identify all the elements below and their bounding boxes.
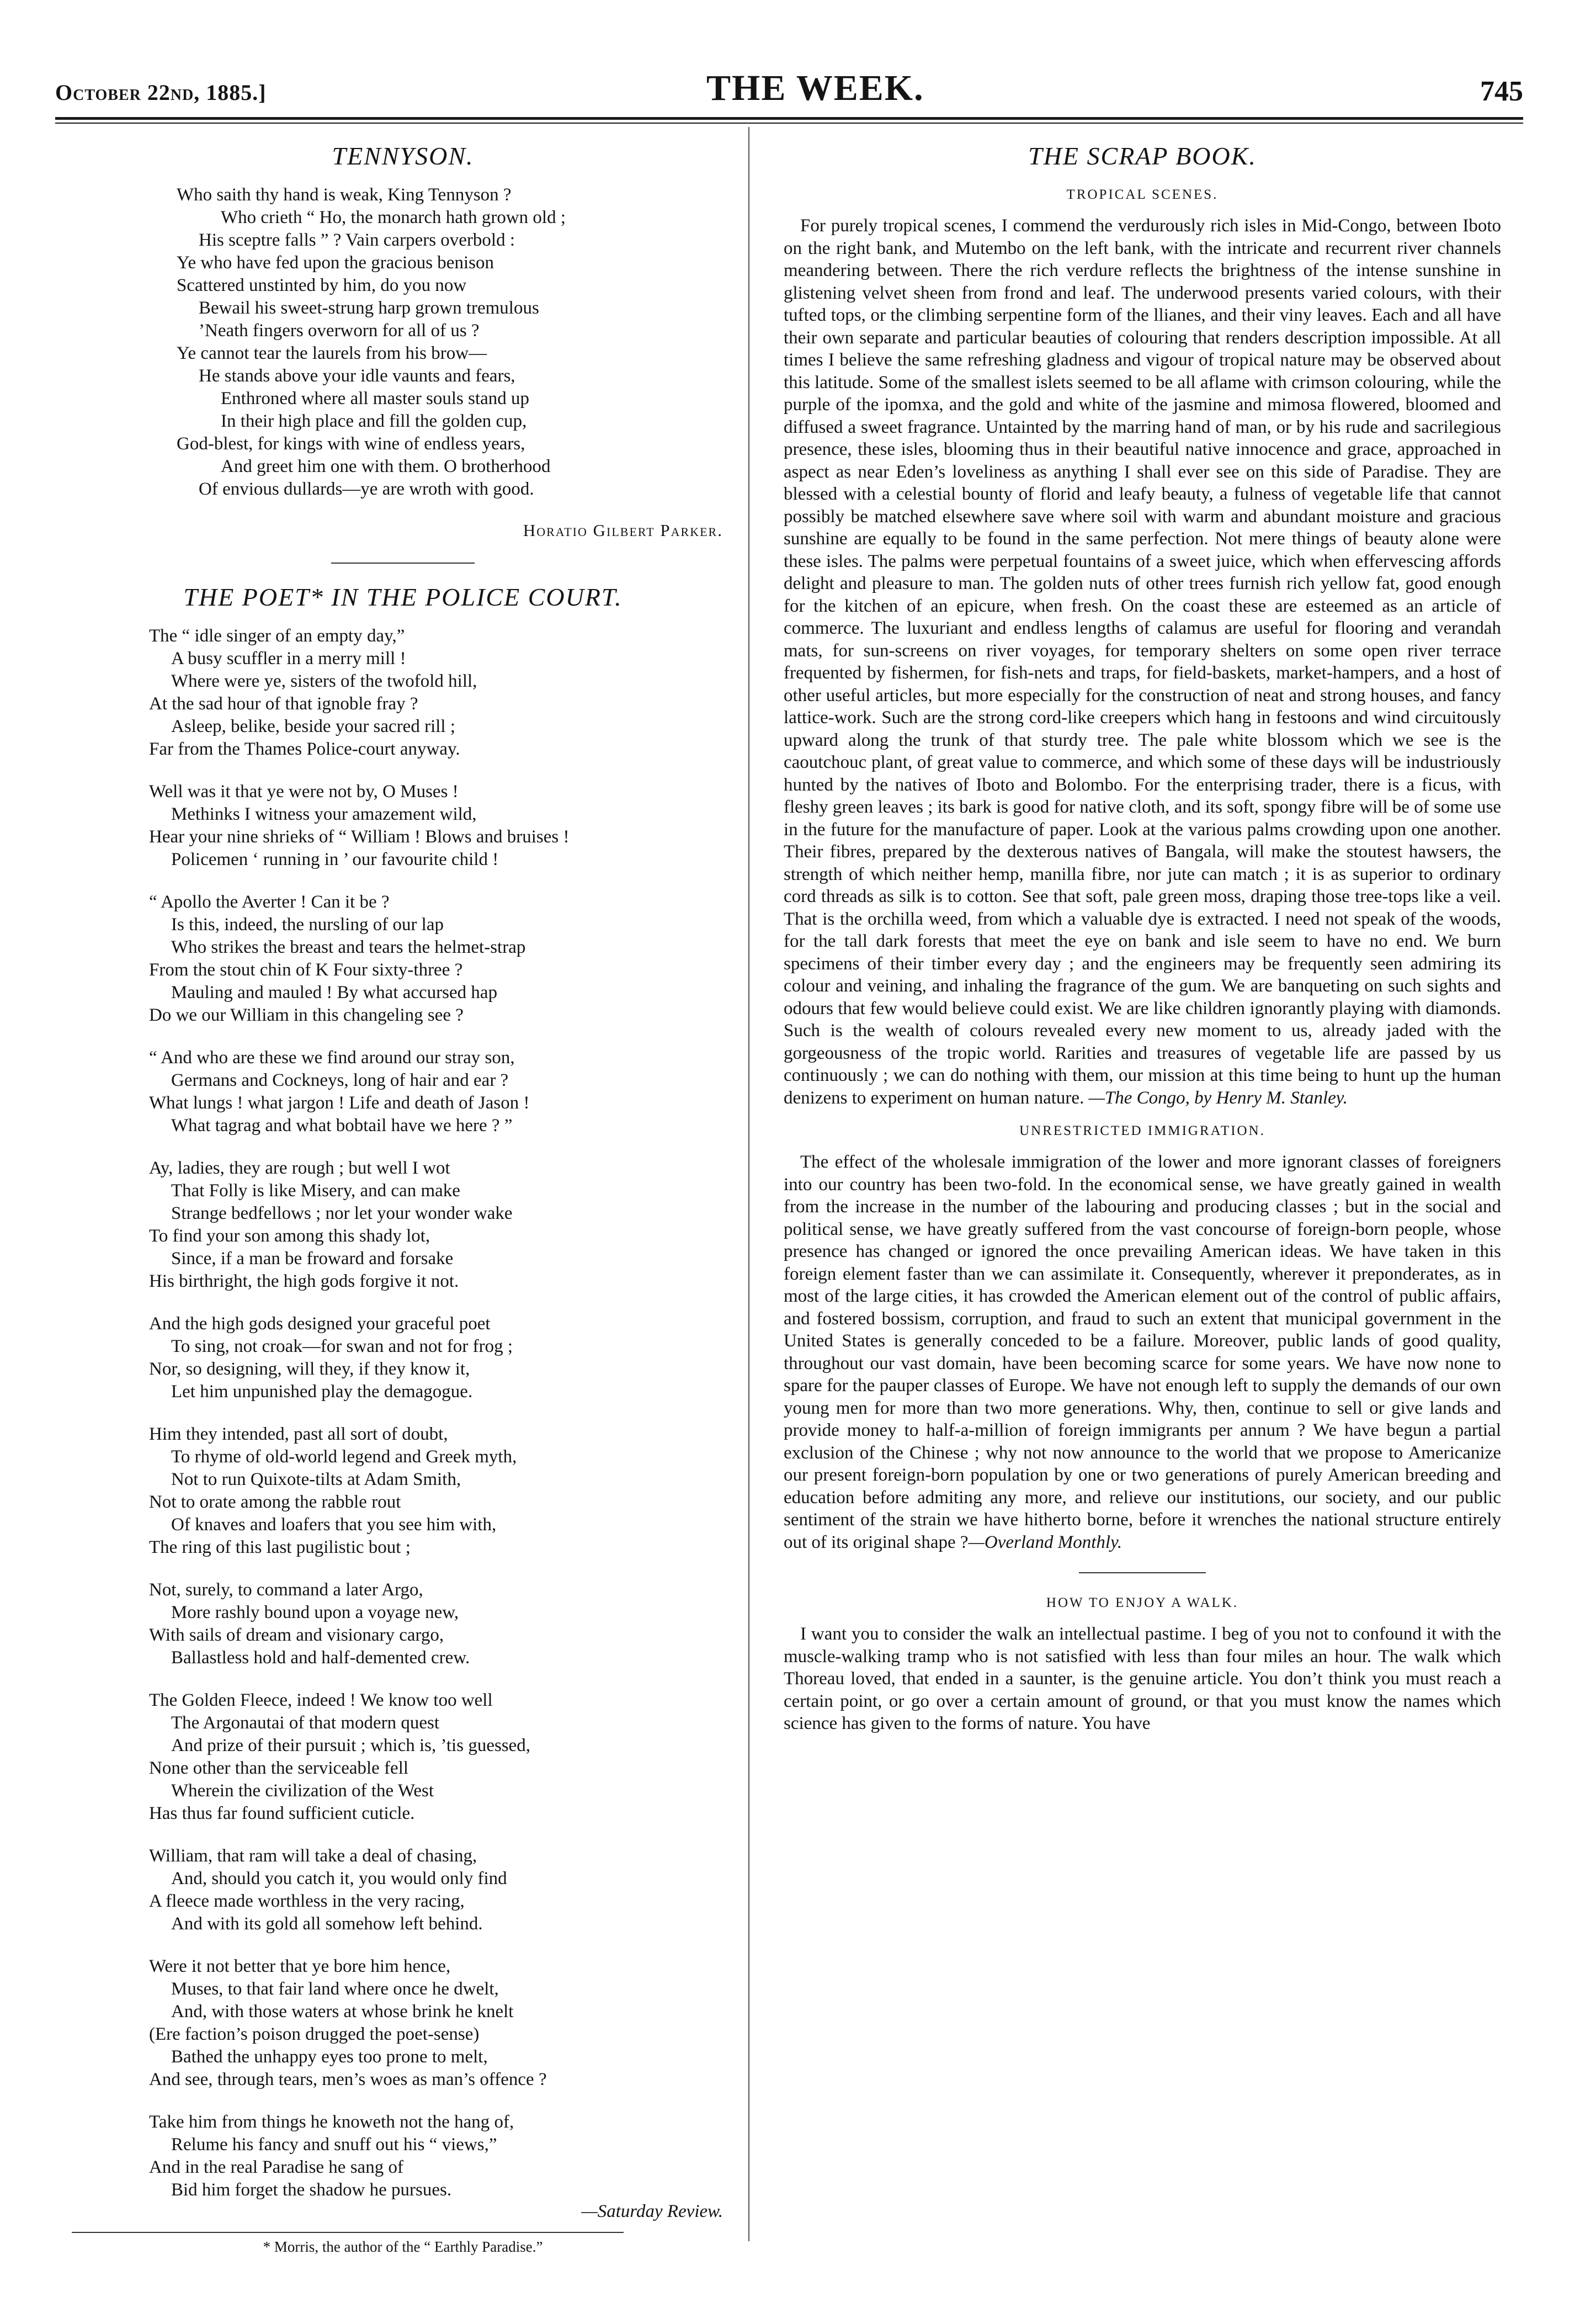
poem-line: “ Apollo the Averter ! Can it be ?	[149, 892, 390, 912]
poem-line: Enthroned where all master souls stand up	[221, 389, 530, 409]
poem-line: And prize of their pursuit ; which is, ’tis guessed,	[171, 1736, 531, 1755]
poem-line: William, that ram will take a deal of chasing,	[149, 1846, 477, 1866]
poem-stanza	[72, 625, 734, 761]
poem-line: A busy scuffler in a merry mill !	[171, 649, 406, 669]
article-body	[784, 1151, 1501, 1553]
footnote-rule	[72, 2232, 624, 2233]
poem-line: Take him from things he knoweth not the hang of,	[149, 2112, 514, 2132]
publication-title: THE WEEK.	[706, 68, 924, 108]
poem-line: That Folly is like Misery, and can make	[171, 1181, 460, 1201]
poem-line: Bid him forget the shadow he pursues.	[171, 2180, 452, 2200]
poem-line: (Ere faction’s poison drugged the poet-sense)	[149, 2024, 480, 2044]
poem-line: Methinks I witness your amazement wild,	[171, 804, 477, 824]
poem-line: And, with those waters at whose brink he knelt	[171, 2002, 514, 2022]
poem-line: Strange bedfellows ; nor let your wonder wake	[171, 1203, 513, 1223]
poem-line: Well was it that ye were not by, O Muses !	[149, 782, 459, 802]
poem-stanza	[72, 1955, 734, 2091]
poem-line: With sails of dream and visionary cargo,	[149, 1625, 444, 1645]
article-body	[784, 215, 1501, 1109]
issue-date: October 22nd, 1885.]	[55, 80, 267, 105]
poem-stanza	[72, 1423, 734, 1559]
poem-stanza	[72, 1313, 734, 1403]
poem-line: The Golden Fleece, indeed ! We know too well	[149, 1690, 493, 1710]
poem-line: Not to orate among the rabble rout	[149, 1492, 401, 1512]
poem-line: The ring of this last pugilistic bout ;	[149, 1537, 411, 1557]
poem-police-court	[72, 625, 734, 2201]
poem-line: Relume his fancy and snuff out his “ views,”	[171, 2135, 497, 2155]
poem-line: Who strikes the breast and tears the helmet-strap	[171, 937, 526, 957]
poem-line: Let him unpunished play the demagogue.	[171, 1382, 473, 1402]
poem-line: Wherein the civilization of the West	[171, 1781, 434, 1801]
footnote: * Morris, the author of the “ Earthly Paradise.”	[263, 2238, 543, 2255]
article-unrestricted-immigration	[784, 1123, 1501, 1553]
page-number: 745	[1480, 76, 1523, 107]
poem-author: Horatio Gilbert Parker.	[523, 521, 723, 540]
poem-title-police-court: THE POET* IN THE POLICE COURT.	[183, 583, 623, 611]
article-text: I want you to consider the walk an intellectual pastime. I beg of you not to confound it with the muscle-walking tramp who is not satisfied with less than four miles an hour. The walk which Thoreau loved, that ended in a saunter, is the genuine article. You don’t think you must reach a certain point, or go over a certain amount of ground, or that you must know the names which science has given to the forms of nature. You have	[784, 1624, 1501, 1733]
header-rule	[55, 117, 1523, 120]
section-title-scrap-book: THE SCRAP BOOK.	[1028, 142, 1257, 170]
article-source: —Overland Monthly.	[968, 1532, 1122, 1552]
poem-line: And with its gold all somehow left behind.	[171, 1914, 483, 1934]
page-header	[55, 65, 1523, 116]
poem-line: To find your son among this shady lot,	[149, 1226, 430, 1246]
poem-line: The Argonautai of that modern quest	[171, 1713, 440, 1733]
poem-tennyson	[72, 184, 734, 501]
poem-line: None other than the serviceable fell	[149, 1758, 409, 1778]
poem-line: And see, through tears, men’s woes as man’s offence ?	[149, 2070, 547, 2089]
poem-line: God-blest, for kings with wine of endless years,	[177, 434, 525, 454]
poem-line: Asleep, belike, beside your sacred rill ;	[171, 717, 455, 736]
poem-line: Bewail his sweet-strung harp grown tremulous	[199, 298, 539, 318]
poem-line: Of knaves and loafers that you see him with,	[171, 1515, 497, 1535]
poem-line: What tagrag and what bobtail have we here ? ”	[171, 1116, 513, 1136]
poem-line: Do we our William in this changeling see ?	[149, 1005, 464, 1025]
poem-line: And, should you catch it, you would only find	[171, 1869, 507, 1888]
poem-line: In their high place and fill the golden cup,	[221, 411, 527, 431]
poem-stanza	[72, 2111, 734, 2201]
poem-line: Far from the Thames Police-court anyway.	[149, 739, 460, 759]
poem-line: Nor, so designing, will they, if they know it,	[149, 1359, 470, 1379]
column-divider	[748, 127, 749, 2241]
poem-line: His birthright, the high gods forgive it not.	[149, 1271, 459, 1291]
poem-line: He stands above your idle vaunts and fears,	[199, 366, 515, 386]
poem-source: —Saturday Review.	[581, 2201, 723, 2221]
poem-line: More rashly bound upon a voyage new,	[171, 1603, 459, 1622]
poem-stanza	[72, 781, 734, 871]
poem-stanza	[72, 1047, 734, 1137]
section-rule	[331, 563, 475, 564]
poem-line: And greet him one with them. O brotherhood	[221, 457, 551, 476]
right-column	[784, 132, 1501, 1735]
poem-line: Is this, indeed, the nursling of our lap	[171, 915, 444, 935]
poem-line: Germans and Cockneys, long of hair and ear ?	[171, 1070, 509, 1090]
poem-line: Of envious dullards—ye are wroth with good.	[199, 479, 534, 499]
poem-line: His sceptre falls ” ? Vain carpers overbold :	[199, 230, 515, 250]
poem-line: Scattered unstinted by him, do you now	[177, 275, 467, 295]
poem-line: Who saith thy hand is weak, King Tennyson ?	[177, 185, 512, 205]
poem-line: Has thus far found sufficient cuticle.	[149, 1803, 415, 1823]
poem-line: Policemen ‘ running in ’ our favourite child !	[171, 850, 499, 869]
poem-line: From the stout chin of K Four sixty-three ?	[149, 960, 463, 980]
poem-stanza	[72, 1157, 734, 1293]
poem-line: To sing, not croak—for swan and not for frog ;	[171, 1336, 513, 1356]
article-source: —The Congo, by Henry M. Stanley.	[1088, 1087, 1348, 1108]
article-title: UNRESTRICTED IMMIGRATION.	[1019, 1123, 1265, 1138]
poem-title-tennyson: TENNYSON.	[332, 142, 474, 170]
poem-line: To rhyme of old-world legend and Greek myth,	[171, 1447, 517, 1467]
section-rule	[1079, 1572, 1206, 1573]
poem-line: Bathed the unhappy eyes too prone to melt,	[171, 2047, 488, 2067]
poem-line: Not, surely, to command a later Argo,	[149, 1580, 423, 1600]
poem-line: Who crieth “ Ho, the monarch hath grown old ;	[221, 208, 566, 227]
poem-line: Where were ye, sisters of the twofold hill,	[171, 671, 477, 691]
poem-line: Hear your nine shrieks of “ William ! Blows and bruises !	[149, 827, 570, 847]
poem-line: Since, if a man be froward and forsake	[171, 1249, 454, 1269]
poem-line: “ And who are these we find around our stray son,	[149, 1048, 515, 1068]
article-text: For purely tropical scenes, I commend the verdurously rich isles in Mid-Congo, between Iboto on the right bank, and Mutembo on the left bank, with the intricate and recurrent river channels meandering between. There the rich verdure reflects the brightness of the intense sunshine in glistening velvet sheen from frond and leaf. The underwood presents varied colours, with their tufted tops, or the climbing serpentine form of the llianes, and their viny leaves. Each and all have their own separate and particular beauties of colouring that renders description impossible. At all times I believe the same refreshing gladness and vigour of tropical nature may be observed about this latitude. Some of the smallest islets seemed to be all aflame with crimson colouring, while the purple of the ipomxa, and the gold and white of the jasmine and mimosa flowered, bloomed and diffused a sweet fragrance. Untainted by the marring hand of man, or by his rude and sacrilegious presence, these isles, blooming thus in their beautiful native innocence and grace, approached in aspect as near Eden’s loveliness as anything I shall ever see on this side of Paradise. They are blessed with a celestial bounty of florid and leafy beauty, a fulness of vegetable life that cannot possibly be matched elsewhere save where soil with warm and abundant moisture and gracious sunshine are equally to be found in the same perfection. Not mere things of beauty alone were these isles. The palms were perpetual fountains of a sweet juice, which when effervescing affords delight and pleasure to man. The golden nuts of other trees furnish rich yellow fat, good enough for the kitchen of an epicure, when fresh. On the coast these are esteemed as an article of commerce. The luxuriant and endless lengths of calamus are useful for flooring and verandah mats, for sun-screens on river voyages, for temporary shelters on some open river terrace frequented by fishermen, for fish-nets and traps, for field-baskets, market-hampers, and a host of other useful articles, but more especially for the construction of neat and strong houses, and fancy lattice-work. Such are the strong cord-like creepers which hang in festoons and wind circuitously upward along the trunk of that sturdy tree. The pale white blossom which we see is the caoutchouc plant, of great value to commerce, and which some of these days will be industriously hunted by the natives of Iboto and Bolombo. For the enterprising trader, there is a ficus, with fleshy green leaves ; its bark is good for native cloth, and its soft, spongy fibre will be of some use in the future for the manufacture of paper. Look at the various palms crowding upon one another. Their fibres, prepared by the dexterous natives of Bangala, will make the stoutest hawsers, the strength of which neither hemp, manilla fibre, nor jute can match ; it is as superior to ordinary cord threads as silk is to cotton. See that soft, pale green moss, draping those tree-tops like a veil. That is the orchilla weed, from which a valuable dye is extracted. I need not speak of the woods, for the tall dark forests that meet the eye on bank and isle seem to have no end. We burn specimens of their timber every day ; and the engineers may be frequently seen admiring its colour and veining, and inhaling the fragrance of the gum. We are banqueting on such sights and odours that few would believe could exist. We are like children ignorantly playing with diamonds. Such is the wealth of colours revealed every new moment to us, already jaded with the gorgeousness of the tropic world. Rarities and treasures of vegetable life are passed by us continuously ; we can do nothing with them, our mission at this time being to hunt up the human denizens to experiment on human nature.	[784, 216, 1501, 1108]
article-title: TROPICAL SCENES.	[1066, 187, 1219, 202]
article-tropical-scenes	[784, 187, 1501, 1109]
article-text: The effect of the wholesale immigration of the lower and more ignorant classes of foreigners into our country has been two-fold. In the economical sense, we have greatly gained in wealth from the increase in the number of the labouring and producing classes ; but in the social and political sense, we have greatly suffered from the vast concourse of foreign-born people, whose presence has changed or ignored the once prevailing American ideas. We have taken in this foreign element faster than we can assimilate it. Consequently, wherever it preponderates, as in most of the large cities, it has crowded the American element out of the control of public affairs, and fostered bossism, corruption, and fraud to such an extent that municipal government in the United States is generally conceded to be a failure. Moreover, public lands of good quality, throughout our vast domain, have been becoming scarce for some years. We have now none to spare for the pauper classes of Europe. We have not enough left to supply the demands of our own young men for more than two more generations. Why, then, continue to sell or give lands and provide money to half-a-million of foreign immigrants per annum ? We have begun a partial exclusion of the Chinese ; why not now announce to the world that we propose to Americanize our present foreign-born population by one or two generations of purely American breeding and education before admiting any more, and relieve our institutions, our society, and our public sentiment of the strain we have hitherto borne, before it wrenches the national structure entirely out of its original shape ?	[784, 1152, 1501, 1552]
poem-line: Ye who have fed upon the gracious benison	[177, 253, 494, 273]
poem-line: Were it not better that ye bore him hence,	[149, 1956, 451, 1976]
left-column	[72, 132, 734, 2256]
poem-line: And in the real Paradise he sang of	[149, 2157, 403, 2177]
article-how-to-enjoy-a-walk	[784, 1595, 1501, 1735]
poem-stanza	[72, 1689, 734, 1825]
poem-stanza	[72, 891, 734, 1027]
poem-line: At the sad hour of that ignoble fray ?	[149, 694, 418, 714]
poem-line: A fleece made worthless in the very racing,	[149, 1891, 465, 1911]
header-rule-thin	[55, 123, 1523, 124]
article-title: HOW TO ENJOY A WALK.	[1046, 1595, 1239, 1610]
poem-line: Ballastless hold and half-demented crew.	[171, 1648, 470, 1668]
poem-line: And the high gods designed your graceful poet	[149, 1314, 491, 1334]
poem-line: Muses, to that fair land where once he dwelt,	[171, 1979, 499, 1999]
poem-stanza	[72, 1579, 734, 1669]
poem-line: Ay, ladies, they are rough ; but well I wot	[149, 1158, 450, 1178]
article-body	[784, 1623, 1501, 1735]
poem-line: What lungs ! what jargon ! Life and death of Jason !	[149, 1093, 530, 1113]
poem-line: ’Neath fingers overworn for all of us ?	[199, 321, 480, 341]
poem-line: Not to run Quixote-tilts at Adam Smith,	[171, 1470, 461, 1489]
poem-line: Mauling and mauled ! By what accursed hap	[171, 983, 498, 1002]
poem-line: Him they intended, past all sort of doubt,	[149, 1424, 448, 1444]
poem-line: The “ idle singer of an empty day,”	[149, 626, 405, 646]
poem-stanza	[72, 1845, 734, 1935]
poem-line: Ye cannot tear the laurels from his brow—	[177, 343, 487, 363]
